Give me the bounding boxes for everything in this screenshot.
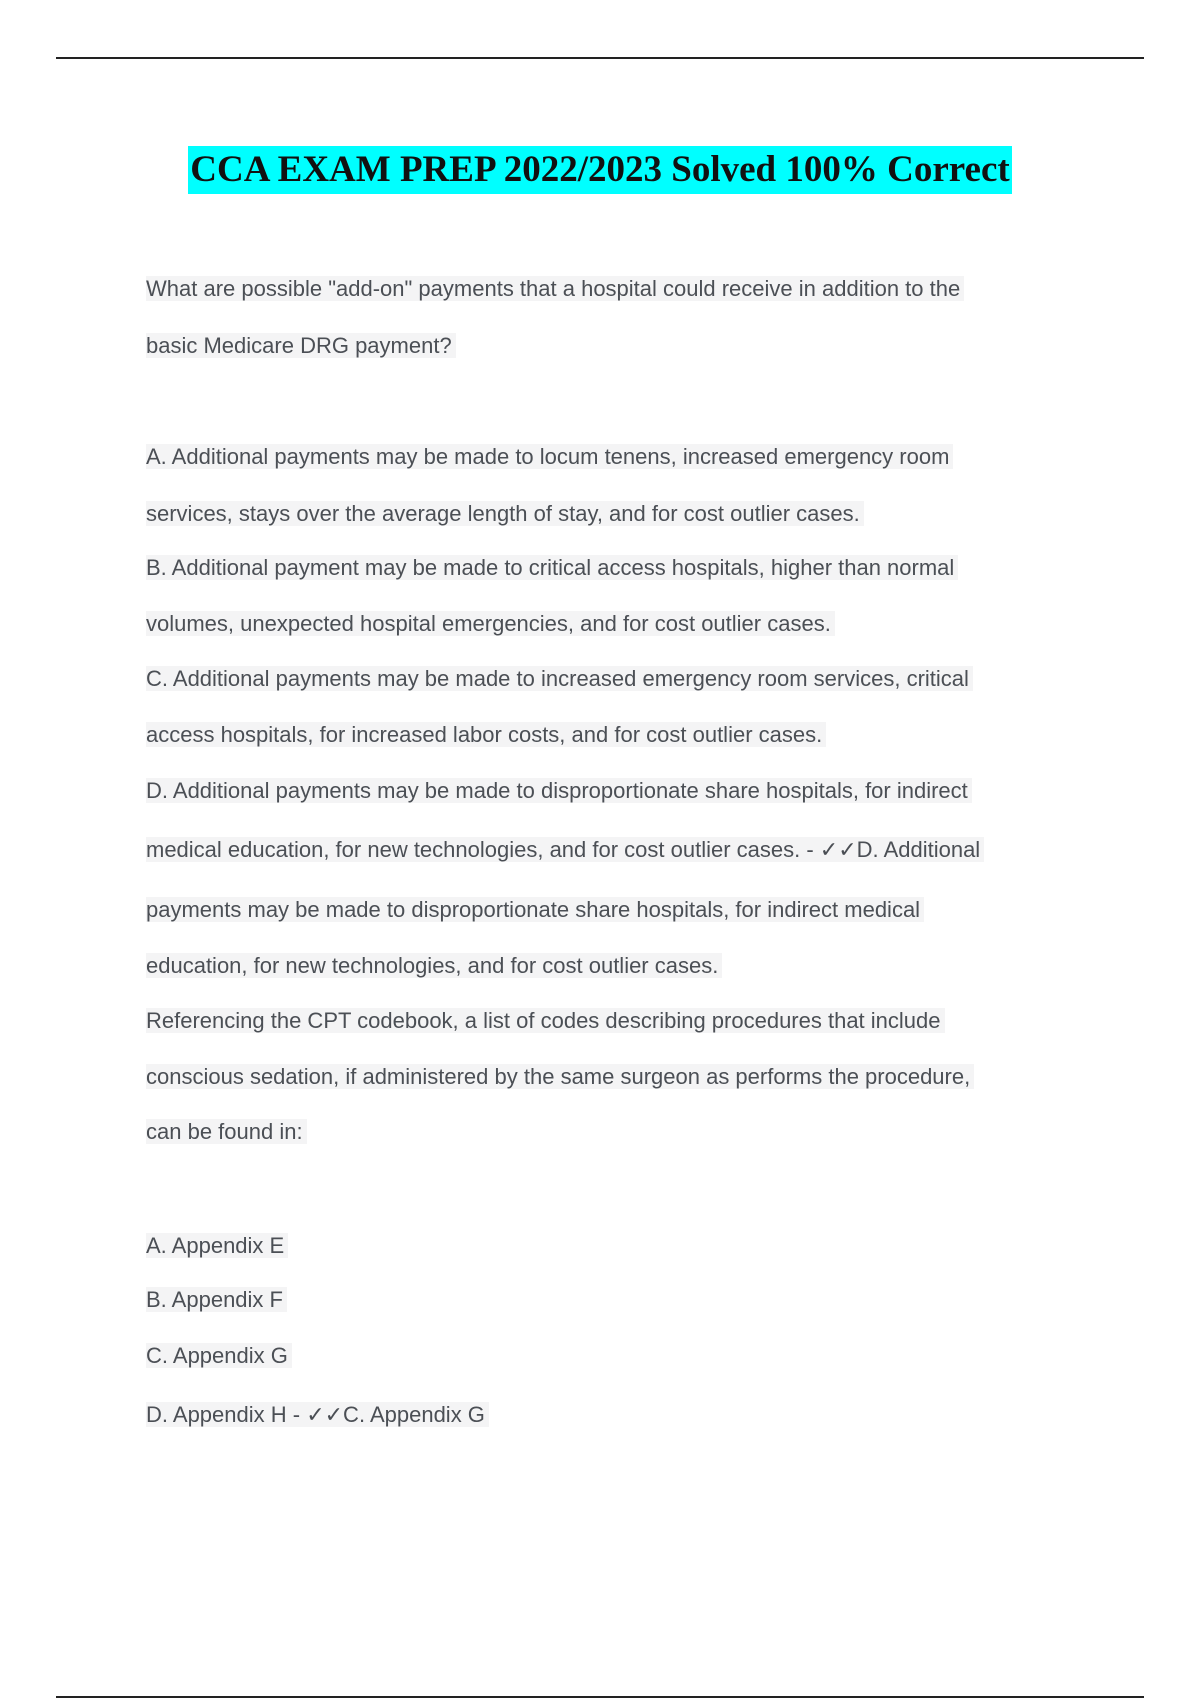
top-rule	[56, 57, 1144, 59]
question-1-option-b-line-1: B. Additional payment may be made to critical access hospitals, higher than normal	[146, 551, 958, 585]
question-2-option-b: B. Appendix F	[146, 1283, 287, 1317]
question-1-prompt-line-1: What are possible "add-on" payments that a hospital could receive in addition to the	[146, 272, 964, 306]
question-1-prompt-line-2: basic Medicare DRG payment?	[146, 329, 456, 363]
title-container	[0, 146, 1200, 194]
question-1-answer-line-2: payments may be made to disproportionate share hospitals, for indirect medical	[146, 893, 924, 927]
question-1-option-d-line-1: D. Additional payments may be made to disproportionate share hospitals, for indirect	[146, 774, 972, 808]
question-1-option-a-line-2: services, stays over the average length of stay, and for cost outlier cases.	[146, 497, 864, 531]
question-1-answer-line-3: education, for new technologies, and for cost outlier cases.	[146, 949, 722, 983]
question-2-option-c: C. Appendix G	[146, 1339, 292, 1373]
question-1-option-c-line-2: access hospitals, for increased labor costs, and for cost outlier cases.	[146, 718, 826, 752]
question-2-prompt-line-2: conscious sedation, if administered by the same surgeon as performs the procedure,	[146, 1060, 974, 1094]
bottom-rule	[56, 1696, 1144, 1698]
question-2-option-d-with-answer: D. Appendix H - ✓✓C. Appendix G	[146, 1398, 489, 1432]
question-2-prompt-line-3: can be found in:	[146, 1115, 307, 1149]
question-1-option-c-line-1: C. Additional payments may be made to increased emergency room services, critical	[146, 662, 973, 696]
document-title: CCA EXAM PREP 2022/2023 Solved 100% Correct	[188, 146, 1011, 194]
question-1-option-b-line-2: volumes, unexpected hospital emergencies, and for cost outlier cases.	[146, 607, 835, 641]
question-1-option-a-line-1: A. Additional payments may be made to locum tenens, increased emergency room	[146, 440, 953, 474]
question-2-prompt-line-1: Referencing the CPT codebook, a list of codes describing procedures that include	[146, 1004, 945, 1038]
question-1-answer-line-1: medical education, for new technologies, and for cost outlier cases. - ✓✓D. Additional	[146, 833, 984, 867]
question-2-option-a: A. Appendix E	[146, 1229, 288, 1263]
